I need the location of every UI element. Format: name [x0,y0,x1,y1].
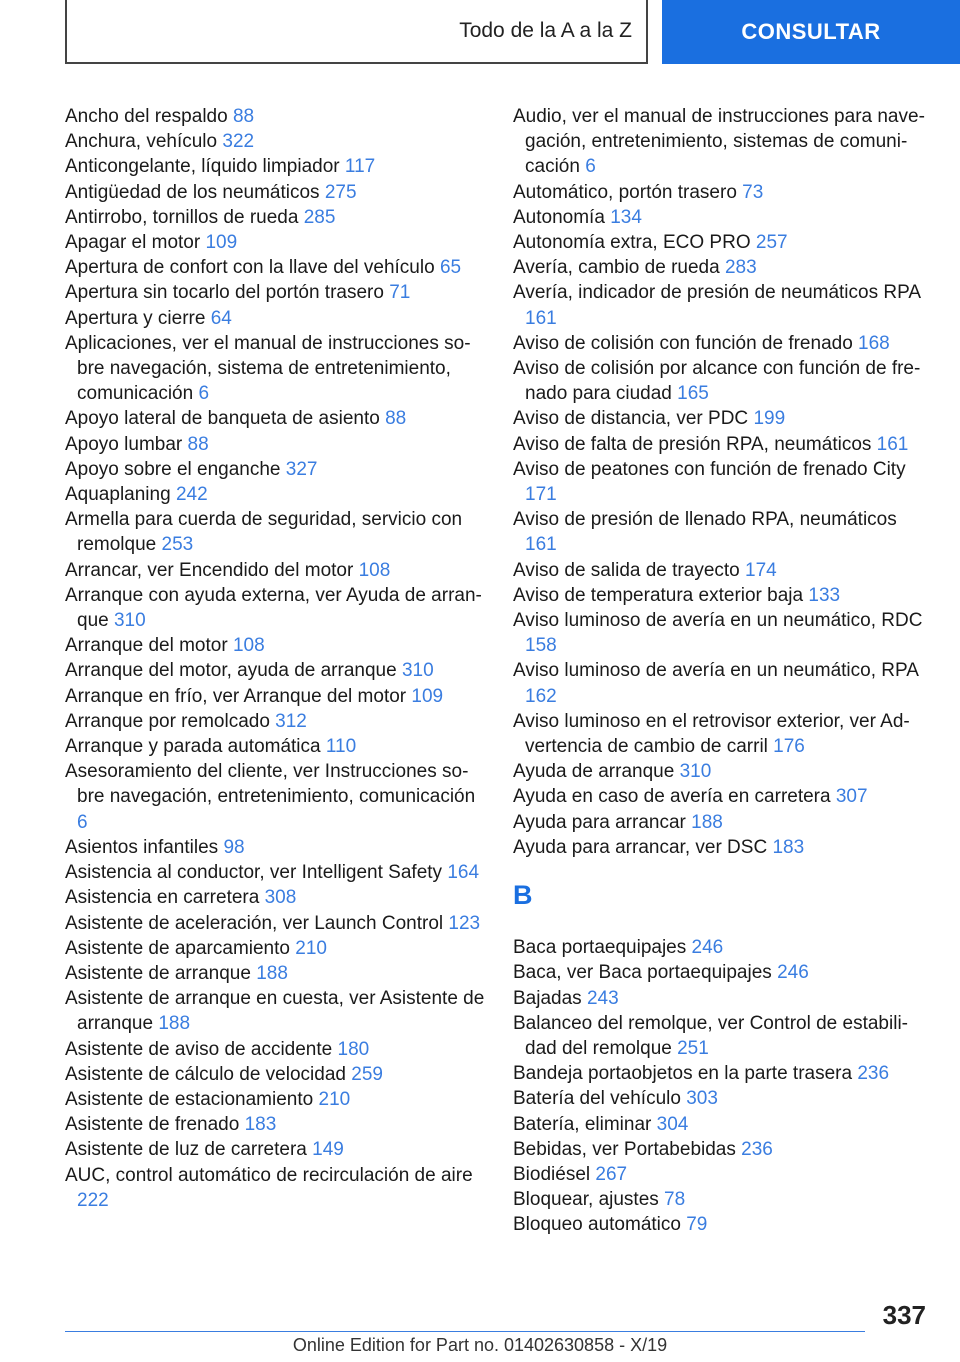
page-link[interactable]: 304 [656,1113,689,1135]
index-entry-text: Apoyo lumbar [65,433,183,455]
index-entry [65,1163,485,1213]
index-entry-text: Bandeja portaobjetos en la parte trasera [513,1063,853,1085]
index-entry [513,432,927,457]
page-link[interactable]: 109 [411,685,444,707]
page-link[interactable]: 110 [325,736,357,758]
tab-consult-label: CONSULTAR [741,19,881,44]
index-entry-text: Ancho del respaldo [65,106,228,127]
page-link[interactable]: 257 [755,232,788,254]
page-link[interactable]: 108 [232,635,265,657]
index-entry [513,1162,927,1187]
index-entry [65,457,485,482]
page-link[interactable]: 109 [205,232,238,254]
page-link[interactable]: 310 [113,610,146,632]
footer-edition: Online Edition for Part no. 01402630858 - X/19 [292,1335,668,1355]
page-link[interactable]: 165 [677,383,709,405]
index-entry [65,734,485,759]
index-entry-text: Asistencia al conductor, ver Intelligent Safety [65,862,443,884]
index-entry-text: Aviso de falta de presión RPA, neumáticos [513,433,872,455]
index-entry-text: Balanceo del remolque, ver Control de estabilidad del remolque [513,1012,908,1059]
index-entry [65,406,485,431]
index-entry [513,759,927,784]
index-entry [65,129,485,154]
index-entry-text: Asistente de frenado [65,1114,240,1136]
index-entry [513,1187,927,1212]
index-entry [513,104,927,180]
page-link[interactable]: 312 [275,710,307,732]
index-entry [513,558,927,583]
page-link[interactable]: 246 [691,937,724,959]
index-entry-text: Asistente de aceleración, ver Launch Control [65,912,444,934]
page-link[interactable]: 176 [773,736,805,758]
index-entry [513,935,927,960]
index-entry-text: Anticongelante, líquido limpiador [65,156,340,178]
index-entry-text: Arranque con ayuda externa, ver Ayuda de arranque [65,584,482,632]
index-entry-text: Apertura sin tocarlo del portón trasero [65,282,384,304]
index-entry [65,835,485,860]
index-entry [65,1112,485,1137]
index-entry-text: Aviso de temperatura exterior baja [513,584,804,606]
page-link[interactable]: 171 [525,484,557,506]
index-entry-text: Bebidas, ver Portabebidas [513,1138,736,1160]
index-entry-text: Ayuda para arrancar [513,811,686,833]
index-entry-text: Baca portaequipajes [513,937,687,959]
index-entry [65,1037,485,1062]
index-entry [513,1011,927,1061]
page-link[interactable]: 162 [525,685,557,707]
page-link[interactable]: 161 [525,307,557,329]
index-entry-text: Asistente de estacionamiento [65,1088,314,1110]
page-link[interactable]: 6 [198,383,210,405]
index-entry-text: Aplicaciones, ver el manual de instrucciones sobre navegación, sistema de entretenimiento, comunicación [65,332,471,405]
page-link[interactable]: 307 [835,786,868,808]
index-entry [65,507,485,557]
page-link[interactable]: 183 [772,836,805,858]
index-entry-text: Apertura y cierre [65,307,206,329]
index-entry [65,684,485,709]
page-link[interactable]: 168 [858,332,890,354]
index-entry-text: Batería, eliminar [513,1113,652,1135]
index-entry [65,885,485,910]
page-link[interactable]: 98 [223,836,245,858]
section-letter: B [513,880,533,911]
index-entry-text: Asientos infantiles [65,836,219,858]
index-entry [513,457,927,507]
index-entry-text: Asistencia en carretera [65,887,260,909]
page-link[interactable]: 210 [295,937,327,959]
index-entry [513,205,927,230]
index-group-a-continued [513,104,927,860]
index-entry [513,835,927,860]
index-entry-text: Aviso de peatones con función de frenado City [513,458,906,480]
index-entry-text: AUC, control automático de recirculación de aire [65,1164,473,1186]
index-entry-text: Automático, portón trasero [513,181,737,203]
index-entry [513,960,927,985]
page-link[interactable]: 275 [324,181,357,203]
index-entry [65,331,485,407]
page-link[interactable]: 322 [222,131,255,153]
page-link[interactable]: 158 [525,635,557,657]
index-entry [65,306,485,331]
index-entry [513,608,927,658]
index-entry [65,104,485,129]
index-entry-text: Aviso luminoso de avería en un neumático, RDC [513,610,923,632]
page-link[interactable]: 236 [741,1138,773,1160]
index-entry [65,1087,485,1112]
page-link[interactable]: 259 [351,1063,383,1085]
page-number: 337 [882,1300,926,1330]
index-entry [513,507,927,557]
index-entry-text: Aviso de colisión con función de frenado [513,332,853,354]
page-link[interactable]: 283 [724,257,757,279]
index-entry-text: Asesoramiento del cliente, ver Instrucciones sobre navegación, entretenimiento, comunicación [65,761,476,808]
tab-consult[interactable] [662,0,960,64]
index-entry-text: Asistente de aviso de accidente [65,1038,333,1060]
index-entry [513,1112,927,1137]
index-entry [65,936,485,961]
index-entry-text: Antirrobo, tornillos de rueda [65,206,299,228]
index-entry [65,482,485,507]
page-link[interactable]: 71 [389,282,411,304]
page-link[interactable]: 236 [857,1063,890,1085]
page-link[interactable]: 303 [686,1088,718,1110]
index-entry-text: Autonomía [513,206,605,228]
index-entry [65,230,485,255]
page-link[interactable]: 79 [686,1214,708,1236]
page-link[interactable]: 180 [337,1038,370,1060]
page-link[interactable]: 65 [439,257,462,279]
index-entry-text: Audio, ver el manual de instrucciones para navegación, entretenimiento, sistemas de comunicación [513,106,925,178]
index-entry-text: Bloqueo automático [513,1214,681,1236]
index-entry-text: Avería, indicador de presión de neumáticos RPA [513,282,920,304]
index-entry-text: Apoyo lateral de banqueta de asiento [65,408,380,430]
index-column-right [513,104,927,1238]
page-link[interactable]: 188 [691,811,723,833]
index-entry-text: Arranque en frío, ver Arranque del motor [65,685,407,707]
index-entry [65,180,485,205]
page-link[interactable]: 133 [808,584,841,606]
index-entry-text: Arranque y parada automática [65,736,321,758]
index-entry [65,432,485,457]
page-link[interactable]: 251 [677,1037,709,1059]
index-entry-text: Baca, ver Baca portaequipajes [513,962,772,984]
index-entry-text: Aviso de presión de llenado RPA, neumáticos [513,509,897,531]
index-entry-text: Bajadas [513,987,582,1009]
page-link[interactable]: 246 [777,962,809,984]
index-entry-text: Asistente de arranque [65,962,251,984]
index-entry-text: Aviso luminoso de avería en un neumático, RPA [513,660,918,682]
page-link[interactable]: 253 [161,534,194,556]
index-entry-text: Asistente de luz de carretera [65,1139,307,1161]
page-link[interactable]: 308 [264,887,297,909]
index-entry [513,1137,927,1162]
page-link[interactable]: 78 [664,1189,686,1211]
page-link[interactable]: 6 [77,811,88,833]
index-entry-text: Antigüedad de los neumáticos [65,181,320,203]
page-link[interactable]: 161 [525,534,557,556]
index-entry [65,986,485,1036]
index-group-b [513,935,927,1237]
page-link[interactable]: 64 [210,307,232,329]
index-entry-text: Asistente de arranque en cuesta, ver Asistente de arranque [65,988,485,1035]
page-link[interactable]: 310 [679,761,712,783]
page-link[interactable]: 174 [745,559,777,581]
index-entry-text: Aquaplaning [65,484,171,506]
index-entry [513,658,927,708]
page-link[interactable]: 6 [585,156,596,178]
index-entry [65,1137,485,1162]
page-link[interactable]: 134 [610,206,642,228]
index-entry [65,1062,485,1087]
index-entry [65,961,485,986]
index-entry [65,633,485,658]
index-entry-text: Apertura de confort con la llave del vehículo [65,257,435,279]
index-entry-text: Apagar el motor [65,232,201,254]
footer-divider [65,1331,865,1332]
index-entry [513,1086,927,1111]
index-entry-text: Asistente de aparcamiento [65,937,290,959]
index-entry [65,255,485,280]
index-entry-text: Arranque del motor, ayuda de arranque [65,660,397,682]
index-entry [513,406,927,431]
page-link[interactable]: 88 [232,106,255,127]
index-entry [513,255,927,280]
index-entry [65,583,485,633]
page-link[interactable]: 117 [344,156,376,178]
page-link[interactable]: 183 [244,1114,277,1136]
index-entry-text: Aviso de salida de trayecto [513,559,740,581]
index-entry-text: Asistente de cálculo de velocidad [65,1063,346,1085]
page-link[interactable]: 267 [595,1163,628,1185]
index-entry-text: Aviso de distancia, ver PDC [513,408,749,430]
page-link[interactable]: 243 [586,987,619,1009]
page-link[interactable]: 210 [318,1088,351,1110]
index-entry-text: Armella para cuerda de seguridad, servicio con remolque [65,509,463,556]
index-entry-text: Anchura, vehículo [65,131,218,153]
index-entry-text: Batería del vehículo [513,1088,681,1110]
index-entry [513,986,927,1011]
index-entry [513,356,927,406]
index-entry [513,709,927,759]
index-entry-text: Arrancar, ver Encendido del motor [65,559,354,581]
index-entry-text: Bloquear, ajustes [513,1189,659,1211]
index-entry-text: Ayuda de arranque [513,761,675,783]
index-entry [513,1061,927,1086]
page-link[interactable]: 327 [285,458,318,480]
index-entry [65,759,485,835]
page-link[interactable]: 242 [175,484,208,506]
index-entry-text: Arranque del motor [65,635,228,657]
index-entry [65,154,485,179]
index-entry-text: Arranque por remolcado [65,710,270,732]
page-link[interactable]: 73 [742,181,764,203]
index-entry [513,810,927,835]
page-link[interactable]: 164 [447,862,480,884]
index-column-left [65,104,485,1213]
index-entry [513,331,927,356]
index-entry-text: Ayuda para arrancar, ver DSC [513,836,768,858]
index-entry [513,784,927,809]
page-link[interactable]: 161 [876,433,909,455]
page-link[interactable]: 188 [158,1013,191,1035]
index-entry-text: Biodiésel [513,1163,591,1185]
page-link[interactable]: 285 [303,206,336,228]
index-entry [65,205,485,230]
index-entry-text: Aviso de colisión por alcance con función de frenado para ciudad [513,358,921,405]
page-link[interactable]: 88 [385,408,407,430]
index-entry [65,860,485,885]
page-link[interactable]: 310 [401,660,434,682]
index-entry [513,180,927,205]
index-entry [513,230,927,255]
page-link[interactable]: 222 [77,1189,109,1211]
index-entry [65,280,485,305]
index-entry-text: Autonomía extra, ECO PRO [513,232,751,254]
index-entry [65,709,485,734]
index-entry [513,583,927,608]
page-link[interactable]: 188 [256,962,288,984]
index-entry [513,1212,927,1237]
page-link[interactable]: 149 [312,1139,344,1161]
page-link[interactable]: 88 [187,433,209,455]
index-entry-text: Avería, cambio de rueda [513,257,720,279]
tab-index-a-z[interactable] [65,0,648,64]
index-entry [513,280,927,330]
index-entry-text: Aviso luminoso en el retrovisor exterior, ver Advertencia de cambio de carril [513,710,910,758]
index-entry [65,911,485,936]
page-link[interactable]: 199 [753,408,786,430]
index-entry [65,658,485,683]
index-entry [65,558,485,583]
page-link[interactable]: 108 [358,559,391,581]
index-entry-text: Apoyo sobre el enganche [65,458,281,480]
page-link[interactable]: 123 [448,912,481,934]
tab-index-label: Todo de la A a la Z [459,19,632,42]
index-entry-text: Ayuda en caso de avería en carretera [513,786,831,808]
